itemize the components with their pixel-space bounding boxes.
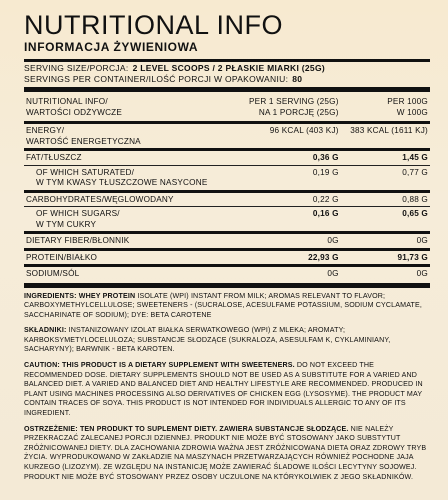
- saturated-label: [24, 165, 235, 191]
- fat-per100: 1,45 G: [341, 150, 430, 166]
- ingredients-pl: [24, 326, 430, 355]
- protein-per100: 91,73 G: [341, 249, 430, 266]
- caution-en-heading: CAUTION: THIS PRODUCT IS A DIETARY SUPPLEMENT WITH SWEETENERS.: [24, 361, 295, 370]
- protein-serving: 22,93 G: [235, 249, 341, 266]
- servings-per-container-value: 80: [292, 74, 303, 84]
- carbs-per100: 0,88 G: [341, 191, 430, 207]
- caution-section: [24, 361, 430, 482]
- serving-size-value: 2 LEVEL SCOOPS / 2 PŁASKIE MIARKI (25G): [132, 63, 326, 73]
- ingredients-en-heading: INGREDIENTS: WHEY PROTEIN: [24, 291, 136, 300]
- fat-serving: 0,36 G: [235, 150, 341, 166]
- sodium-serving: 0G: [235, 266, 341, 281]
- carbs-serving: 0,22 G: [235, 191, 341, 207]
- table-row: [24, 165, 430, 191]
- energy-label-line2: WARTOŚĆ ENERGETYCZNA: [26, 136, 141, 146]
- sugars-label: [24, 207, 235, 233]
- header-per-serving: [235, 94, 341, 123]
- table-header-row: [24, 94, 430, 123]
- sugars-serving: 0,16 G: [235, 207, 341, 233]
- table-row: [24, 123, 430, 150]
- serving-size-line: [24, 63, 430, 74]
- fiber-label: DIETARY FIBER/BŁONNIK: [24, 233, 235, 250]
- nutrition-table: [24, 94, 430, 281]
- saturated-label-line1: OF WHICH SATURATED/: [36, 167, 135, 177]
- fat-label: FAT/TŁUSZCZ: [24, 150, 235, 166]
- header-per-serving-line2: NA 1 PORCJĘ (25G): [258, 107, 339, 117]
- ingredients-en: [24, 292, 430, 321]
- servings-per-container-line: [24, 74, 430, 85]
- protein-label: PROTEIN/BIAŁKO: [24, 249, 235, 266]
- energy-label-line1: ENERGY/: [26, 126, 65, 135]
- page-title: NUTRITIONAL INFO: [24, 10, 284, 40]
- energy-serving: 96 KCAL (403 KJ): [235, 123, 341, 150]
- header-per-100g: [341, 94, 430, 123]
- ingredients-section: [24, 292, 430, 356]
- caution-pl-heading: OSTRZEŻENIE: TEN PRODUKT TO SUPLEMENT DIETY. ZAWIERA SUBSTANCJE SŁODZĄCE.: [24, 424, 349, 433]
- header-label: [24, 94, 235, 123]
- saturated-per100: 0,77 G: [341, 165, 430, 191]
- ingredients-en-text: ISOLATE (WPI) INSTANT FROM MILK; AROMAS RELEVANT TO FLAVOR; CARBOXYMETHYLCELLULOSE; SWEETENERS - (SUCRALOSE, ACESULFAME POTASSIUM, SODIUM CYCLAMATE, SACCHARINATE OF SODIUM); DYE: BETA CAROTENE: [24, 291, 423, 319]
- sodium-label: SODIUM/SÓL: [24, 266, 235, 281]
- saturated-serving: 0,19 G: [235, 165, 341, 191]
- serving-size-label: SERVING SIZE/PORCJA:: [24, 63, 129, 73]
- divider: [24, 59, 430, 62]
- saturated-label-line2: W TYM KWASY TŁUSZCZOWE NASYCONE: [36, 178, 208, 187]
- energy-per100: 383 KCAL (1611 KJ): [341, 123, 430, 150]
- page-subtitle: INFORMACJA ŻYWIENIOWA: [24, 40, 199, 54]
- table-row: [24, 266, 430, 281]
- sugars-label-line2: W TYM CUKRY: [36, 219, 97, 229]
- table-row: [24, 233, 430, 250]
- caution-pl-text: NIE NALEŻY PRZEKRACZAĆ ZALECANEJ PORCJI DZIENNEJ. PRODUKT NIE MOŻE BYĆ STOSOWANY JAKO SUBSTYTUT ZRÓŻNICOWANEJ DIETY. DLA ZACHOWANIA ZDROWIA WAŻNA JEST ZRÓŻNICOWANA DIETA ORAZ ZDROWY TRYB ŻYCIA. WYPRODUKOWANO W ZAKŁADZIE NA MASZYNACH PRZETWARZAJĄCYCH RÓWNIEŻ POCHODNE JAJA KURZEGO (LIZOZYM). ZE WZGLĘDU NA INSTANICJĘ MOŻE ZAWIERAĆ ŚLADOWE ILOŚCI LECYTYNY SOJOWEJ. PRODUKT NIE MOŻE BYĆ STOSOWANY PRZEZ OSOBY UCZULONE NA KTÓRYKOLWIEK Z JEGO SKŁADNIKÓW.: [24, 424, 427, 481]
- header-label-line1: NUTRITIONAL INFO/: [26, 97, 108, 106]
- header-per-100g-line2: W 100G: [396, 107, 428, 117]
- header-per-serving-line1: PER 1 SERVING (25G): [249, 97, 339, 106]
- table-row: [24, 249, 430, 266]
- fiber-serving: 0G: [235, 233, 341, 250]
- sugars-per100: 0,65 G: [341, 207, 430, 233]
- caution-pl: [24, 425, 430, 483]
- energy-label: [24, 123, 235, 150]
- divider: [24, 283, 430, 288]
- header-per-100g-line1: PER 100G: [387, 97, 428, 106]
- table-row: [24, 150, 430, 166]
- carbs-label: CARBOHYDRATES/WĘGLOWODANY: [24, 191, 235, 207]
- caution-en: [24, 361, 430, 419]
- table-row: [24, 207, 430, 233]
- ingredients-pl-text: INSTANIZOWANY IZOLAT BIAŁKA SERWATKOWEGO (WPI) Z MLEKA; AROMATY; KARBOKSYMETYLOCELULOZA; SUBSTANCJE SŁODZĄCE (SUKRALOZA, ASESULFAM K, CYKLAMINIANY, SACHARYNY); BARWNIK - BETA KAROTEN.: [24, 326, 391, 354]
- ingredients-pl-heading: SKŁADNIKI:: [24, 326, 67, 335]
- table-row: [24, 191, 430, 207]
- sodium-per100: 0G: [341, 266, 430, 281]
- header-label-line2: WARTOŚCI ODŻYWCZE: [26, 107, 123, 117]
- caution-en-text: DO NOT EXCEED THE RECOMMENDED DOSE. DIETARY SUPPLEMENTS SHOULD NOT BE USED AS A SUBSTITUTE FOR A VARIED AND BALANCED DIET. A VARIED AND BALANCED DIET AND HEALTHY LIFESTYLE ARE RECOMMENDED. PRODUCED IN PLANT USING MACHINES PROCESSING ALSO DERIVATIVES OF CHICKEN EGG (LYSOSYME). THE PRODUCT MAY CONTAIN TRACES OF SOYA. THIS PRODUCT IS NOT INTENDED FOR INDIVIDUALS ALLERGIC TO ANY OF ITS INGREDIENT.: [24, 361, 423, 418]
- divider: [24, 87, 430, 92]
- sugars-label-line1: OF WHICH SUGARS/: [36, 209, 120, 218]
- servings-per-container-label: SERVINGS PER CONTAINER/ILOŚĆ PORCJI W OPAKOWANIU:: [24, 74, 289, 84]
- fiber-per100: 0G: [341, 233, 430, 250]
